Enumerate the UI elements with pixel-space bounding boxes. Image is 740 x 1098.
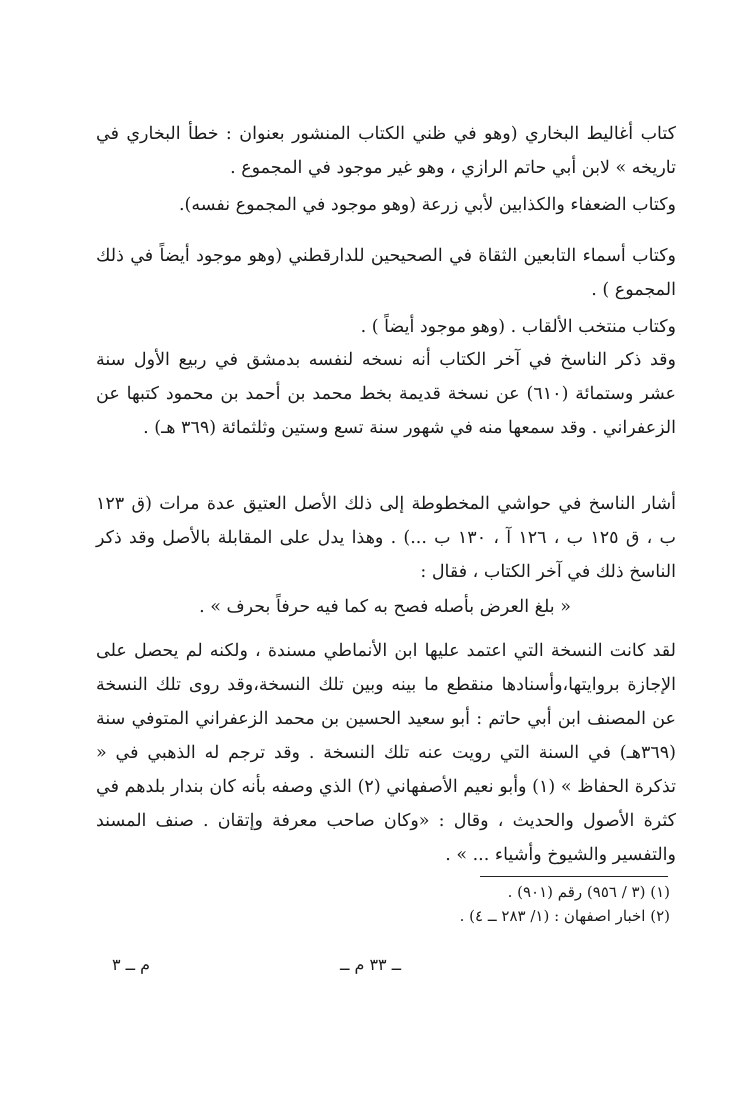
paragraph-text: وكتاب أسماء التابعين الثقاة في الصحيحين للدارقطني (وهو موجود أيضاً في ذلك المجموع ) . (96, 246, 676, 300)
paragraph-text: كتاب أغاليط البخاري (وهو في ظني الكتاب المنشور بعنوان : خطأ البخاري في تاريخه » لابن أبي حاتم الرازي ، وهو غير موجود في المجموع . (96, 124, 676, 178)
paragraph-books-3 (96, 239, 676, 307)
paragraph-books-1 (96, 117, 676, 185)
paragraph-text: وقد ذكر الناسخ في آخر الكتاب أنه نسخه لنفسه بدمشق في ربيع الأول سنة عشر وستمائة (٦١٠) عن نسخة قديمة بخط محمد بن أحمد بن محمود كتبها عن الزعفراني . وقد سمعها منه في شهور سنة تسع وستين وثلثمائة (٣٦٩ هـ) . (96, 350, 676, 438)
footnotes (300, 880, 670, 928)
page-number: ــ ٣٣ م ــ (340, 955, 402, 974)
quotation (150, 590, 620, 624)
footnote-1: (١) (٣ / ٩٥٦) رقم (٩٠١) . (507, 883, 670, 901)
paragraph-copyist (96, 343, 676, 445)
paragraph-margins (96, 487, 676, 589)
footnote-divider (480, 876, 668, 877)
paragraph-text: أشار الناسخ في حواشي المخطوطة إلى ذلك الأصل العتيق عدة مرات (ق ١٢٣ ب ، ق ١٢٥ ب ، ١٢٦ آ ، ١٣٠ ب ...) . وهذا يدل على المقابلة بالأصل وقد ذكر الناسخ ذلك في آخر الكتاب ، فقال : (96, 494, 676, 582)
page-footer (0, 955, 740, 979)
paragraph-books-4 (96, 310, 676, 344)
signature-mark: م ــ ٣ (112, 955, 151, 974)
paragraph-text: وكتاب الضعفاء والكذابين لأبي زرعة (وهو موجود في المجموع نفسه). (178, 195, 676, 215)
paragraph-text: وكتاب منتخب الألقاب . (وهو موجود أيضاً ) . (360, 317, 676, 337)
quotation-text: « بلغ العرض بأصله فصح به كما فيه حرفاً بحرف » . (199, 597, 571, 617)
footnote-2: (٢) اخبار اصفهان : (١/ ٢٨٣ ــ ٤) . (459, 907, 670, 925)
paragraph-books-2 (96, 188, 676, 222)
paragraph-text: لقد كانت النسخة التي اعتمد عليها ابن الأنماطي مسندة ، ولكنه لم يحصل على الإجازة بروايتها،وأسنادها منقطع ما بينه وبين تلك النسخة،وقد روى تلك النسخة عن المصنف ابن أبي حاتم : أبو سعيد الحسين بن محمد الزعفراني المتوفي سنة (٣٦٩هـ) في السنة التي رويت عنه تلك النسخة . وقد ترجم له الذهبي في « تذكرة الحفاظ » (١) وأبو نعيم الأصفهاني (٢) الذي وصفه بأنه كان بندار بلدهم في كثرة الأصول والحديث ، وقال : «وكان صاحب معرفة وإتقان . صنف المسند والتفسير والشيوخ وأشياء ... » . (96, 641, 677, 865)
paragraph-chain (96, 634, 676, 872)
